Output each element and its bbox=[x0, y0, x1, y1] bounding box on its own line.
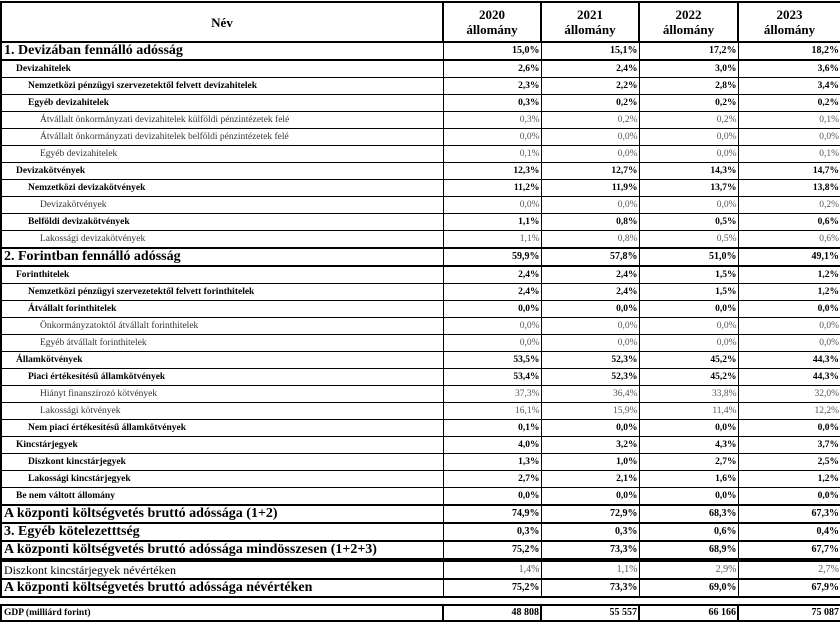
cell-value: 0,3% bbox=[443, 95, 541, 112]
table-row bbox=[1, 471, 840, 488]
row-label: 2. Forintban fennálló adósság bbox=[1, 248, 443, 266]
row-label: Egyéb átvállalt forinthitelek bbox=[1, 335, 443, 352]
main-table-body bbox=[1, 42, 840, 559]
table-row bbox=[1, 301, 840, 318]
row-label: Egyéb devizahitelek bbox=[1, 95, 443, 112]
cell-value: 0,0% bbox=[541, 318, 639, 335]
cell-value: 44,3% bbox=[738, 369, 840, 386]
year-label: 2020 bbox=[479, 7, 505, 22]
cell-value: 67,7% bbox=[738, 541, 840, 559]
cell-value: 0,0% bbox=[738, 420, 840, 437]
row-label: 3. Egyéb kötelezetttség bbox=[1, 523, 443, 541]
table-row bbox=[1, 163, 840, 180]
year-sublabel: állomány bbox=[662, 22, 715, 37]
cell-value: 0,6% bbox=[738, 214, 840, 231]
cell-value: 0,6% bbox=[639, 523, 738, 541]
table-row bbox=[1, 95, 840, 112]
table-row bbox=[1, 454, 840, 471]
name-column-header: Név bbox=[1, 2, 443, 42]
cell-value: 0,3% bbox=[541, 523, 639, 541]
cell-value: 0,0% bbox=[639, 301, 738, 318]
table-row bbox=[1, 42, 840, 60]
cell-value: 11,9% bbox=[541, 180, 639, 197]
cell-value: 1,5% bbox=[639, 284, 738, 301]
cell-value: 0,2% bbox=[639, 112, 738, 129]
cell-value: 2,8% bbox=[639, 78, 738, 95]
cell-value: 3,6% bbox=[738, 60, 840, 78]
cell-value: 0,6% bbox=[738, 231, 840, 249]
cell-value: 0,0% bbox=[738, 488, 840, 506]
row-label: Önkormányzatoktól átvállalt forinthitelek bbox=[1, 318, 443, 335]
year-column-header bbox=[443, 2, 541, 42]
cell-value: 72,9% bbox=[541, 505, 639, 523]
cell-value: 0,0% bbox=[541, 146, 639, 163]
table-row bbox=[1, 352, 840, 369]
cell-value: 2,4% bbox=[541, 60, 639, 78]
cell-value: 69,0% bbox=[639, 579, 738, 597]
cell-value: 37,3% bbox=[443, 386, 541, 403]
cell-value: 15,1% bbox=[541, 42, 639, 60]
cell-value: 52,3% bbox=[541, 352, 639, 369]
cell-value: 36,4% bbox=[541, 386, 639, 403]
cell-value: 0,0% bbox=[541, 335, 639, 352]
cell-value: 0,2% bbox=[541, 95, 639, 112]
cell-value: 2,2% bbox=[541, 78, 639, 95]
cell-value: 0,0% bbox=[639, 488, 738, 506]
table-row bbox=[1, 561, 840, 579]
cell-value: 4,0% bbox=[443, 437, 541, 454]
row-label: A központi költségvetés bruttó adóssága (1+2) bbox=[1, 505, 443, 523]
table-row bbox=[1, 78, 840, 95]
cell-value: 67,3% bbox=[738, 505, 840, 523]
cell-value: 0,2% bbox=[541, 112, 639, 129]
row-label: Belföldi devizakötvények bbox=[1, 214, 443, 231]
cell-value: 0,2% bbox=[738, 95, 840, 112]
cell-value: 1,2% bbox=[738, 266, 840, 284]
row-label: Átvállalt önkormányzati devizahitelek külföldi pénzintézetek felé bbox=[1, 112, 443, 129]
header-row bbox=[1, 2, 840, 42]
cell-value: 0,8% bbox=[541, 214, 639, 231]
cell-value: 57,8% bbox=[541, 248, 639, 266]
cell-value: 2,1% bbox=[541, 471, 639, 488]
table-row bbox=[1, 146, 840, 163]
cell-value: 11,2% bbox=[443, 180, 541, 197]
row-label: A központi költségvetés bruttó adóssága mindösszesen (1+2+3) bbox=[1, 541, 443, 559]
cell-value: 0,1% bbox=[443, 420, 541, 437]
gdp-row bbox=[1, 605, 840, 621]
nominal-table bbox=[0, 560, 840, 598]
cell-value: 0,0% bbox=[639, 318, 738, 335]
cell-value: 0,0% bbox=[541, 129, 639, 146]
row-label: Hiányt finanszírozó kötvények bbox=[1, 386, 443, 403]
gdp-value: 55 557 bbox=[541, 605, 639, 621]
cell-value: 1,1% bbox=[443, 231, 541, 249]
cell-value: 0,0% bbox=[443, 197, 541, 214]
year-sublabel: állomány bbox=[466, 22, 518, 37]
cell-value: 2,4% bbox=[541, 266, 639, 284]
cell-value: 13,8% bbox=[738, 180, 840, 197]
row-label: Diszkont kincstárjegyek bbox=[1, 454, 443, 471]
row-label: 1. Devizában fennálló adósság bbox=[1, 42, 443, 60]
year-sublabel: állomány bbox=[763, 22, 816, 37]
cell-value: 3,2% bbox=[541, 437, 639, 454]
cell-value: 73,3% bbox=[541, 541, 639, 559]
cell-value: 0,0% bbox=[738, 318, 840, 335]
cell-value: 0,0% bbox=[541, 301, 639, 318]
row-label: Devizakötvények bbox=[1, 197, 443, 214]
cell-value: 32,0% bbox=[738, 386, 840, 403]
table-row bbox=[1, 318, 840, 335]
cell-value: 2,6% bbox=[443, 60, 541, 78]
row-label: Lakossági kötvények bbox=[1, 403, 443, 420]
cell-value: 11,4% bbox=[639, 403, 738, 420]
cell-value: 12,2% bbox=[738, 403, 840, 420]
cell-value: 0,0% bbox=[541, 488, 639, 506]
cell-value: 18,2% bbox=[738, 42, 840, 60]
cell-value: 52,3% bbox=[541, 369, 639, 386]
cell-value: 0,1% bbox=[443, 146, 541, 163]
cell-value: 2,4% bbox=[443, 266, 541, 284]
cell-value: 2,5% bbox=[738, 454, 840, 471]
gdp-value: 66 166 bbox=[639, 605, 738, 621]
cell-value: 0,3% bbox=[443, 112, 541, 129]
row-label: Kincstárjegyek bbox=[1, 437, 443, 454]
row-label: Be nem váltott állomány bbox=[1, 488, 443, 506]
table-row bbox=[1, 505, 840, 523]
table-row bbox=[1, 112, 840, 129]
table-row bbox=[1, 420, 840, 437]
row-label: Lakossági kincstárjegyek bbox=[1, 471, 443, 488]
row-label: Piaci értékesítésű államkötvények bbox=[1, 369, 443, 386]
table-row bbox=[1, 129, 840, 146]
cell-value: 73,3% bbox=[541, 579, 639, 597]
cell-value: 0,2% bbox=[639, 95, 738, 112]
row-label: Egyéb devizahitelek bbox=[1, 146, 443, 163]
year-sublabel: állomány bbox=[564, 22, 616, 37]
year-column-header bbox=[541, 2, 639, 42]
cell-value: 0,3% bbox=[443, 523, 541, 541]
cell-value: 0,4% bbox=[738, 523, 840, 541]
cell-value: 1,2% bbox=[738, 284, 840, 301]
cell-value: 0,0% bbox=[738, 335, 840, 352]
cell-value: 45,2% bbox=[639, 352, 738, 369]
cell-value: 15,0% bbox=[443, 42, 541, 60]
cell-value: 53,5% bbox=[443, 352, 541, 369]
cell-value: 2,7% bbox=[443, 471, 541, 488]
cell-value: 1,0% bbox=[541, 454, 639, 471]
cell-value: 3,7% bbox=[738, 437, 840, 454]
table-row bbox=[1, 248, 840, 266]
table-row bbox=[1, 488, 840, 506]
table-row bbox=[1, 60, 840, 78]
table-row bbox=[1, 197, 840, 214]
cell-value: 0,1% bbox=[738, 146, 840, 163]
row-label: Államkötvények bbox=[1, 352, 443, 369]
cell-value: 0,2% bbox=[738, 197, 840, 214]
cell-value: 2,9% bbox=[639, 561, 738, 579]
cell-value: 0,0% bbox=[639, 335, 738, 352]
cell-value: 15,9% bbox=[541, 403, 639, 420]
cell-value: 75,2% bbox=[443, 579, 541, 597]
year-label: 2022 bbox=[675, 7, 702, 22]
cell-value: 13,7% bbox=[639, 180, 738, 197]
row-label: Nemzetközi pénzügyi szervezetektől felvett forinthitelek bbox=[1, 284, 443, 301]
cell-value: 0,0% bbox=[443, 129, 541, 146]
cell-value: 0,0% bbox=[639, 197, 738, 214]
cell-value: 49,1% bbox=[738, 248, 840, 266]
cell-value: 0,0% bbox=[541, 420, 639, 437]
cell-value: 12,3% bbox=[443, 163, 541, 180]
cell-value: 14,7% bbox=[738, 163, 840, 180]
cell-value: 0,0% bbox=[738, 129, 840, 146]
cell-value: 0,5% bbox=[639, 231, 738, 249]
table-row bbox=[1, 523, 840, 541]
cell-value: 2,4% bbox=[443, 284, 541, 301]
cell-value: 4,3% bbox=[639, 437, 738, 454]
cell-value: 1,2% bbox=[738, 471, 840, 488]
cell-value: 0,0% bbox=[639, 420, 738, 437]
cell-value: 75,2% bbox=[443, 541, 541, 559]
cell-value: 2,4% bbox=[541, 284, 639, 301]
table-row bbox=[1, 284, 840, 301]
cell-value: 17,2% bbox=[639, 42, 738, 60]
gdp-value: 75 087 bbox=[738, 605, 840, 621]
gdp-table bbox=[0, 604, 840, 622]
cell-value: 1,1% bbox=[541, 561, 639, 579]
cell-value: 3,4% bbox=[738, 78, 840, 95]
table-row bbox=[1, 437, 840, 454]
row-label: Devizahitelek bbox=[1, 60, 443, 78]
cell-value: 0,5% bbox=[639, 214, 738, 231]
cell-value: 33,8% bbox=[639, 386, 738, 403]
row-label: Nemzetközi pénzügyi szervezetektől felvett devizahitelek bbox=[1, 78, 443, 95]
table-row bbox=[1, 403, 840, 420]
row-label: Lakossági devizakötvények bbox=[1, 231, 443, 249]
nominal-table-body bbox=[1, 561, 840, 597]
cell-value: 0,0% bbox=[443, 335, 541, 352]
cell-value: 1,6% bbox=[639, 471, 738, 488]
cell-value: 1,3% bbox=[443, 454, 541, 471]
cell-value: 0,0% bbox=[541, 197, 639, 214]
gdp-label: GDP (milliárd forint) bbox=[1, 605, 443, 621]
table-row bbox=[1, 386, 840, 403]
table-row bbox=[1, 541, 840, 559]
cell-value: 0,0% bbox=[443, 318, 541, 335]
cell-value: 0,8% bbox=[541, 231, 639, 249]
cell-value: 0,0% bbox=[639, 146, 738, 163]
cell-value: 45,2% bbox=[639, 369, 738, 386]
cell-value: 2,3% bbox=[443, 78, 541, 95]
row-label: Átvállalt önkormányzati devizahitelek belföldi pénzintézetek felé bbox=[1, 129, 443, 146]
row-label: Diszkont kincstárjegyek névértéken bbox=[1, 561, 443, 579]
cell-value: 51,0% bbox=[639, 248, 738, 266]
cell-value: 44,3% bbox=[738, 352, 840, 369]
row-label: Átvállalt forinthitelek bbox=[1, 301, 443, 318]
cell-value: 0,0% bbox=[443, 301, 541, 318]
table-row bbox=[1, 231, 840, 249]
debt-table bbox=[0, 1, 840, 560]
cell-value: 1,4% bbox=[443, 561, 541, 579]
table-row bbox=[1, 579, 840, 597]
table-row bbox=[1, 180, 840, 197]
year-label: 2023 bbox=[776, 7, 803, 22]
cell-value: 2,7% bbox=[639, 454, 738, 471]
cell-value: 1,5% bbox=[639, 266, 738, 284]
cell-value: 68,9% bbox=[639, 541, 738, 559]
gdp-value: 48 808 bbox=[443, 605, 541, 621]
row-label: Nemzetközi devizakötvények bbox=[1, 180, 443, 197]
cell-value: 0,0% bbox=[639, 129, 738, 146]
row-label: A központi költségvetés bruttó adóssága névértéken bbox=[1, 579, 443, 597]
cell-value: 0,0% bbox=[443, 488, 541, 506]
cell-value: 3,0% bbox=[639, 60, 738, 78]
cell-value: 16,1% bbox=[443, 403, 541, 420]
row-label: Forinthitelek bbox=[1, 266, 443, 284]
cell-value: 0,1% bbox=[738, 112, 840, 129]
cell-value: 2,7% bbox=[738, 561, 840, 579]
table-row bbox=[1, 369, 840, 386]
cell-value: 1,1% bbox=[443, 214, 541, 231]
cell-value: 67,9% bbox=[738, 579, 840, 597]
cell-value: 14,3% bbox=[639, 163, 738, 180]
year-label: 2021 bbox=[577, 7, 603, 22]
year-column-header bbox=[738, 2, 840, 42]
row-label: Devizakötvények bbox=[1, 163, 443, 180]
table-row bbox=[1, 335, 840, 352]
table-row bbox=[1, 214, 840, 231]
cell-value: 68,3% bbox=[639, 505, 738, 523]
cell-value: 12,7% bbox=[541, 163, 639, 180]
cell-value: 74,9% bbox=[443, 505, 541, 523]
year-column-header bbox=[639, 2, 738, 42]
cell-value: 0,0% bbox=[738, 301, 840, 318]
row-label: Nem piaci értékesítésű államkötvények bbox=[1, 420, 443, 437]
cell-value: 53,4% bbox=[443, 369, 541, 386]
table-row bbox=[1, 266, 840, 284]
cell-value: 59,9% bbox=[443, 248, 541, 266]
